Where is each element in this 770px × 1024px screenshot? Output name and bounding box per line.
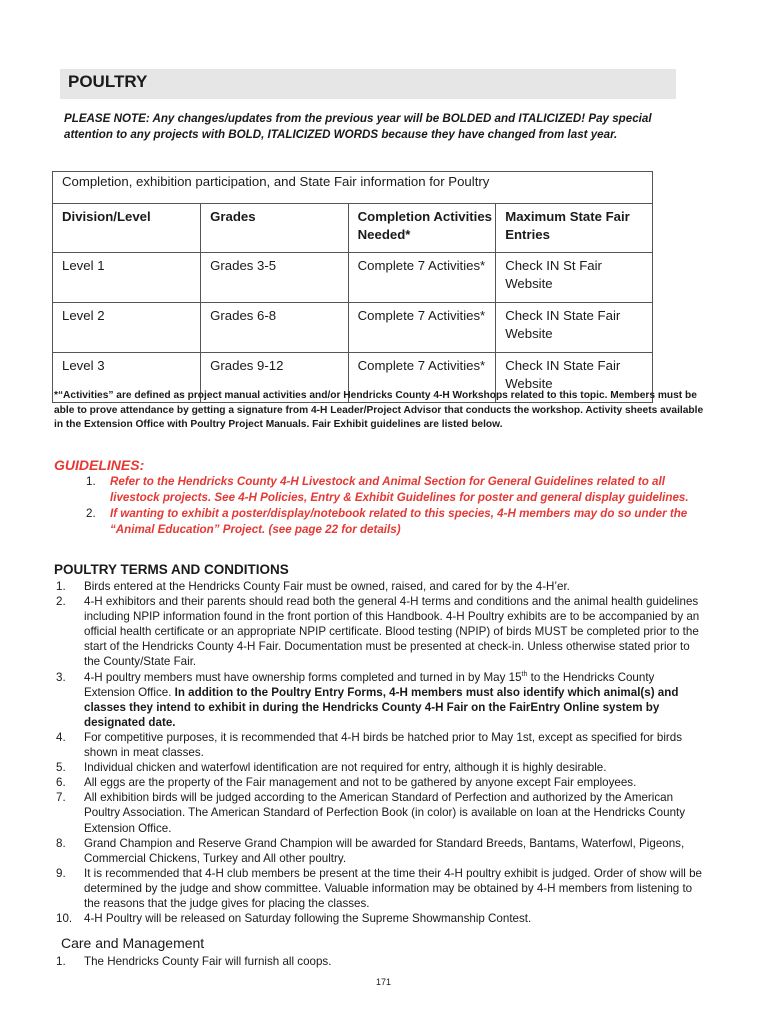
table-cell: Level 3 [53, 353, 201, 403]
page-number: 171 [376, 977, 392, 987]
table-row [53, 253, 653, 303]
table-cell: Grades 6-8 [201, 303, 349, 353]
list-item [56, 866, 706, 911]
section-title-bar [60, 69, 676, 99]
list-item [56, 790, 706, 835]
list-number: 7. [56, 791, 66, 805]
list-number: 2. [56, 595, 66, 609]
header-state-fair-entries: Maximum State Fair Entries [496, 204, 653, 253]
term-text: 4-H Poultry will be released on Saturday following the Supreme Showmanship Contest. [84, 912, 532, 926]
list-number: 8. [56, 836, 66, 850]
term-text: All exhibition birds will be judged according to the American Standard of Perfection and authorized by the American Poultry Association. The American Standard of Perfection Book (in color) is available on loan at the Hendricks County Extension Office. [84, 791, 686, 835]
list-number: 3. [56, 670, 66, 684]
term-text: All eggs are the property of the Fair management and not to be gathered by anyone except Fair employees. [84, 776, 637, 790]
completion-table [52, 171, 653, 403]
list-item [82, 506, 702, 538]
table-cell: Check IN St Fair Website [496, 253, 653, 303]
list-item [56, 760, 706, 775]
list-item [56, 594, 706, 669]
list-item [56, 730, 706, 760]
term-text: Individual chicken and waterfowl identification are not required for entry, although it is highly desirable. [84, 761, 607, 775]
table-caption: Completion, exhibition participation, and State Fair information for Poultry [53, 172, 653, 204]
list-number: 10. [56, 912, 73, 926]
guideline-text: If wanting to exhibit a poster/display/notebook related to this species, 4-H members may do so under the “Animal Education” Project. (see page 22 for details) [110, 507, 688, 536]
care-text: The Hendricks County Fair will furnish all coops. [84, 955, 332, 968]
list-number: 2. [86, 507, 96, 520]
list-item [82, 474, 702, 506]
list-item [56, 911, 706, 926]
table-cell: Level 2 [53, 303, 201, 353]
term-text: It is recommended that 4-H club members be present at the time their 4-H poultry exhibit is judged. Order of show will be determined by the judge and show committee. Valuable information may be obtained by 4-H members from listening to the reasons that the judge gives for placing the classes. [84, 866, 702, 910]
table-cell: Check IN State Fair Website [496, 303, 653, 353]
update-note: PLEASE NOTE: Any changes/updates from the previous year will be BOLDED and ITALICIZED! Pay special attention to any projects with BOLD, ITALICIZED WORDS because they have changed from last year. [64, 112, 652, 141]
list-number: 1. [86, 475, 96, 488]
term-text: Birds entered at the Hendricks County Fair must be owned, raised, and cared for by the 4-H’er. [84, 580, 570, 593]
term-text: to the Hendricks County Extension Office. [84, 670, 655, 699]
list-number: 6. [56, 776, 66, 790]
list-item [56, 836, 706, 866]
table-row [53, 303, 653, 353]
table-header-row [53, 204, 653, 253]
list-number: 5. [56, 761, 66, 775]
table-cell: Level 1 [53, 253, 201, 303]
list-number: 1. [56, 955, 66, 968]
header-grades: Grades [201, 204, 349, 253]
table-cell: Complete 7 Activities* [348, 303, 496, 353]
care-list [56, 954, 706, 969]
section-title: POULTRY [68, 72, 148, 91]
guidelines-heading: GUIDELINES: [54, 457, 145, 473]
list-number: 9. [56, 866, 66, 880]
terms-list [56, 579, 706, 926]
list-item [56, 954, 706, 969]
table-cell: Grades 9-12 [201, 353, 349, 403]
term-bold-text: In addition to the Poultry Entry Forms, 4-H members must also identify which animal(s) and classes they intend to exhibit in during the Hendricks County 4-H Fair on the FairEntry Online system by designated date. [84, 685, 679, 729]
list-number: 4. [56, 730, 66, 744]
list-item [56, 670, 706, 730]
terms-heading: POULTRY TERMS AND CONDITIONS [54, 562, 289, 577]
list-item [56, 775, 706, 790]
activities-footnote: *“Activities” are defined as project manual activities and/or Hendricks County 4-H Workshops related to this topic. Members must be able to prove attendance by getting a signature from 4-H Leader/Project Advisor that conducts the workshop. Activity sheets available in the Extension Office with Poultry Project Manuals. Fair Exhibit guidelines are listed below. [54, 390, 704, 431]
care-heading: Care and Management [61, 935, 205, 951]
superscript: th [521, 670, 528, 678]
term-text: 4-H exhibitors and their parents should read both the general 4-H terms and conditions and the animal health guidelines including NPIP information found in the front portion of this Handbook. 4-H Poultry exhibits are to be accompanied by an official health certificate or an appropriate NPIP certificate. Blood testing (NPIP) of birds MUST be completed prior to the start of the Hendricks County 4-H Fair. Documentation must be presented at check-in. Unless otherwise stated prior to the County/State Fair. [84, 595, 700, 669]
term-text: For competitive purposes, it is recommended that 4-H birds be hatched prior to May 1st, except as specified for birds shown in meat classes. [84, 730, 682, 760]
table-cell: Complete 7 Activities* [348, 253, 496, 303]
header-completion-activities: Completion Activities Needed* [348, 204, 496, 253]
table-cell: Complete 7 Activities* [348, 353, 496, 403]
table-cell: Grades 3-5 [201, 253, 349, 303]
table-cell: Check IN State Fair Website [496, 353, 653, 403]
term-text: 4-H poultry members must have ownership forms completed and turned in by May 15 [84, 670, 522, 684]
term-text: Grand Champion and Reserve Grand Champion will be awarded for Standard Breeds, Bantams, Waterfowl, Pigeons, Commercial Chickens, Turkey and All other poultry. [84, 836, 685, 865]
header-division-level: Division/Level [53, 204, 201, 253]
guidelines-list [82, 474, 702, 538]
list-item [56, 579, 706, 594]
guideline-text: Refer to the Hendricks County 4-H Livestock and Animal Section for General Guidelines related to all livestock projects. See 4-H Policies, Entry & Exhibit Guidelines for poster and general display guidelines. [110, 475, 689, 504]
list-number: 1. [56, 580, 66, 593]
